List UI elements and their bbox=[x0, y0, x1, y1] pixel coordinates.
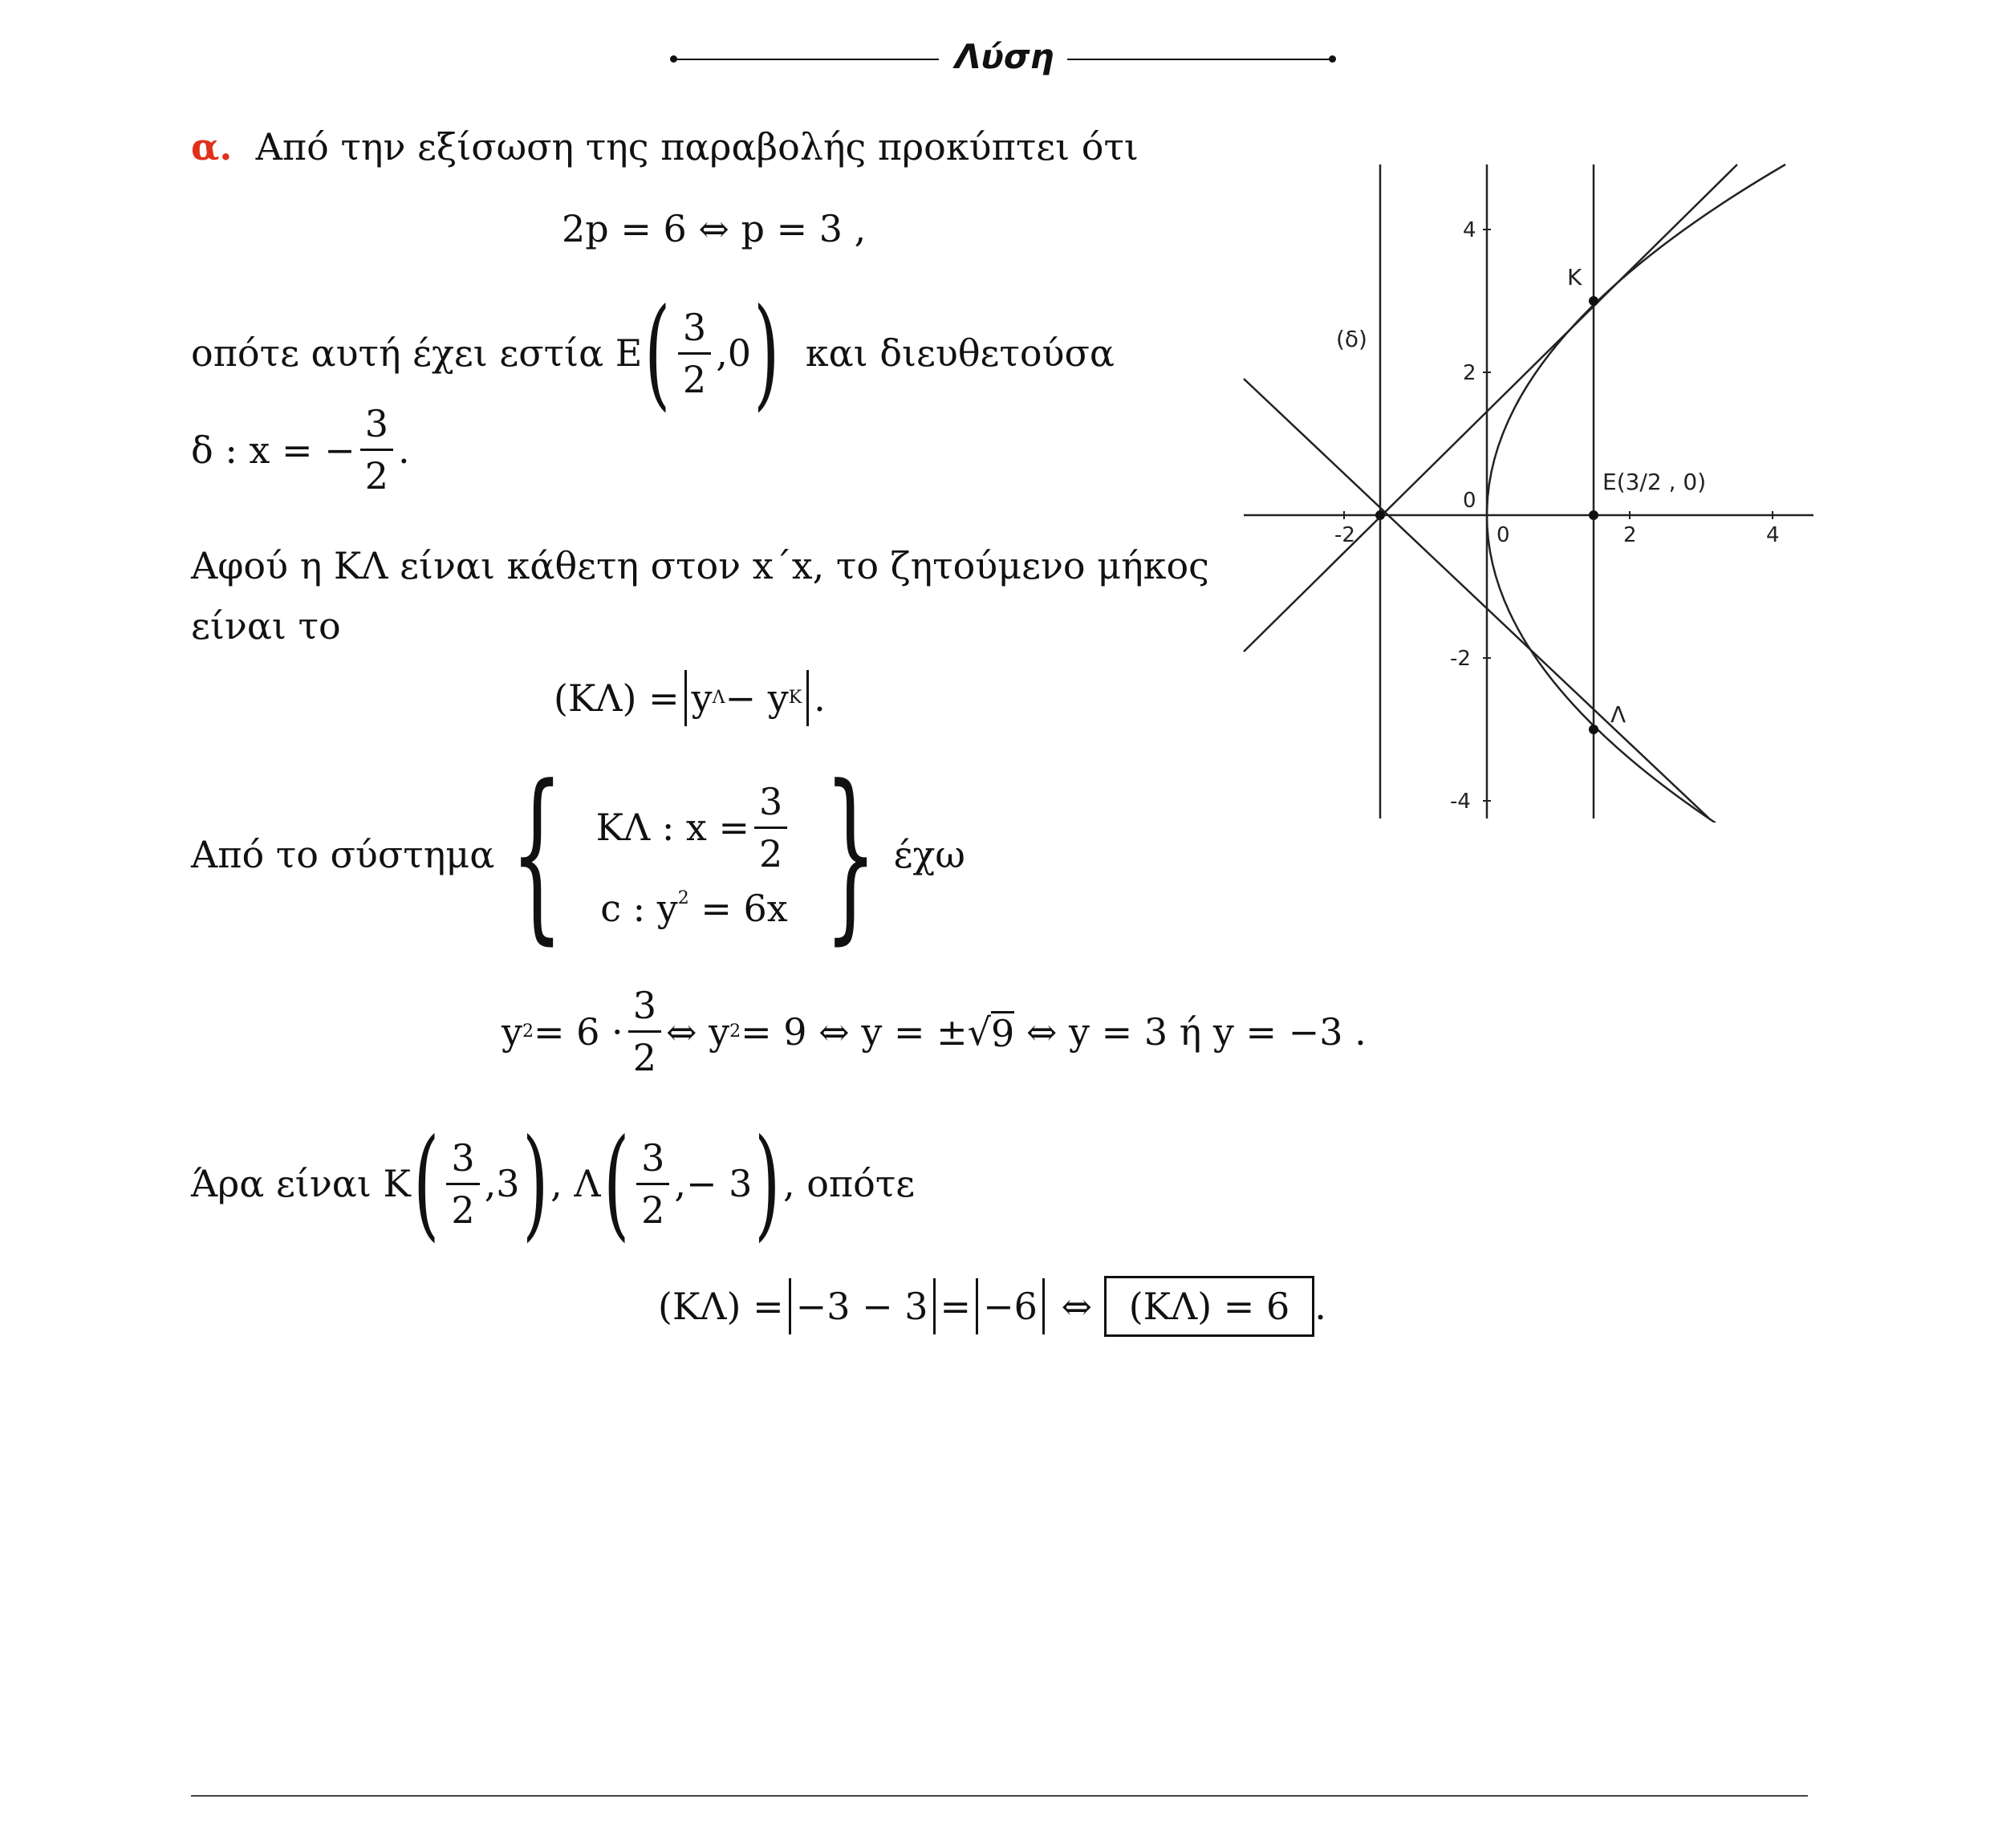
sys1-text: ΚΛ : x = bbox=[595, 806, 750, 849]
system-text: Από το σύστημα bbox=[191, 833, 495, 876]
system-eq-2 bbox=[600, 886, 788, 930]
focus-text: οπότε αυτή έχει εστία bbox=[191, 331, 604, 375]
y-tick-label: -2 bbox=[1450, 647, 1471, 671]
fraction-3-2 bbox=[678, 305, 711, 401]
fraction-3-2 bbox=[754, 779, 787, 875]
tangent-line-lower bbox=[1244, 379, 1709, 818]
focus-y: ,0 bbox=[716, 331, 752, 375]
paren-open: ( bbox=[644, 283, 671, 423]
system-equations bbox=[595, 779, 793, 930]
x-tick-label: 0 bbox=[1497, 523, 1510, 547]
directrix-eq: δ : x = − bbox=[191, 428, 355, 472]
system-eq-1 bbox=[595, 779, 793, 875]
abs-bar-left bbox=[789, 1278, 791, 1334]
equation-length bbox=[554, 670, 826, 726]
eq5-a: (ΚΛ) = bbox=[658, 1285, 784, 1328]
numerator: 3 bbox=[446, 1139, 479, 1185]
numerator: 3 bbox=[754, 783, 787, 829]
denominator: 2 bbox=[364, 454, 388, 498]
header-rule-right bbox=[1067, 59, 1332, 60]
x-tick-label: 4 bbox=[1766, 523, 1780, 547]
brace-close: } bbox=[824, 747, 878, 961]
points-text: Άρα είναι Κ bbox=[191, 1162, 411, 1205]
focus-letter: E bbox=[615, 331, 643, 375]
x-tick-label: -2 bbox=[1334, 523, 1355, 547]
sys2-b: = 6x bbox=[688, 886, 788, 930]
eq5-abs1: −3 − 3 bbox=[795, 1285, 928, 1328]
denominator: 2 bbox=[632, 1036, 656, 1079]
fraction-3-2 bbox=[636, 1135, 669, 1232]
header-rule-left bbox=[674, 59, 939, 60]
eq5-abs2: −6 bbox=[983, 1285, 1038, 1328]
part-label: α. bbox=[191, 125, 233, 169]
y-tick-label: 0 bbox=[1463, 489, 1476, 513]
system-result: έχω bbox=[893, 833, 965, 876]
eq4-e: ⇔ y = 3 ή y = −3 . bbox=[1025, 1009, 1367, 1054]
paragraph-points bbox=[191, 1114, 916, 1253]
sub-lambda: Λ bbox=[712, 688, 725, 708]
sqrt-radicand: 9 bbox=[990, 1012, 1015, 1055]
equation-final bbox=[658, 1276, 1326, 1337]
sup-2: 2 bbox=[522, 1021, 534, 1042]
line-1-text: Από την εξίσωση της παραβολής προκύπτει ότι bbox=[255, 125, 1139, 169]
label-l: Λ bbox=[1610, 701, 1627, 728]
abs-bar-left bbox=[976, 1278, 978, 1334]
footer-rule bbox=[191, 1795, 1808, 1797]
x-tick-label: 2 bbox=[1623, 523, 1637, 547]
y-lambda: y bbox=[691, 676, 713, 720]
abs-bar-right bbox=[933, 1278, 936, 1334]
period: . bbox=[1314, 1285, 1326, 1328]
period: . bbox=[398, 428, 410, 472]
denominator: 2 bbox=[641, 1188, 665, 1232]
point-k-y: ,3 bbox=[484, 1162, 520, 1205]
brace-open: { bbox=[510, 747, 564, 961]
point-l bbox=[1589, 725, 1598, 734]
y-tick-label: 4 bbox=[1463, 218, 1476, 242]
paren-open: ( bbox=[603, 1114, 629, 1253]
header-dot-right bbox=[1329, 55, 1336, 63]
abs-bar-right bbox=[806, 670, 809, 726]
fraction-3-2 bbox=[360, 402, 393, 498]
period: . bbox=[814, 676, 826, 720]
point-sep: , Λ bbox=[550, 1162, 601, 1205]
eq4-b: = 6 · bbox=[534, 1009, 623, 1054]
denominator: 2 bbox=[759, 831, 783, 875]
sub-kappa: Κ bbox=[788, 688, 802, 708]
numerator: 3 bbox=[360, 405, 393, 451]
paren-close: ) bbox=[522, 1114, 548, 1253]
paren-open: ( bbox=[413, 1114, 440, 1253]
sup-2: 2 bbox=[729, 1021, 741, 1042]
paren-close: ) bbox=[753, 283, 780, 423]
label-k: K bbox=[1567, 264, 1582, 290]
sqrt-sign: √ bbox=[967, 1009, 991, 1054]
sup-2: 2 bbox=[677, 887, 689, 908]
minus-y: − y bbox=[725, 676, 789, 720]
denominator: 2 bbox=[451, 1188, 475, 1232]
point-k bbox=[1589, 296, 1598, 306]
eq4-c: ⇔ y bbox=[665, 1009, 730, 1054]
paragraph-kl-2: είναι το bbox=[191, 604, 341, 648]
numerator: 3 bbox=[678, 309, 711, 355]
denominator: 2 bbox=[682, 357, 707, 401]
numerator: 3 bbox=[628, 987, 661, 1033]
label-e: E(3/2 , 0) bbox=[1602, 469, 1707, 495]
abs-bar-left bbox=[684, 670, 687, 726]
header-title: Λύση bbox=[955, 37, 1054, 76]
eq5-eq: = bbox=[940, 1285, 972, 1328]
directrix-text: και διευθετούσα bbox=[805, 331, 1115, 375]
equation-directrix bbox=[191, 402, 410, 498]
equation-solve-y bbox=[502, 984, 1367, 1079]
fraction-3-2 bbox=[446, 1135, 479, 1232]
eq4-d: = 9 ⇔ y = ± bbox=[741, 1009, 968, 1054]
point-l-y: ,− 3 bbox=[674, 1162, 753, 1205]
numerator: 3 bbox=[636, 1139, 669, 1185]
label-delta: (δ) bbox=[1336, 326, 1367, 352]
parabola-figure bbox=[1240, 160, 1817, 822]
eq4-y: y bbox=[502, 1009, 522, 1054]
y-tick-label: -4 bbox=[1450, 790, 1471, 814]
header-dot-left bbox=[670, 55, 677, 63]
fraction-3-2 bbox=[628, 984, 661, 1079]
eq5-iff: ⇔ bbox=[1061, 1285, 1093, 1328]
answer-box: (ΚΛ) = 6 bbox=[1104, 1276, 1315, 1337]
abs-bar-right bbox=[1042, 1278, 1045, 1334]
paragraph-system bbox=[191, 747, 965, 961]
point-e bbox=[1589, 510, 1598, 520]
paragraph-kl: Αφού η ΚΛ είναι κάθετη στον x΄x, το ζητούμενο μήκος bbox=[191, 544, 1209, 587]
point-origin-focus bbox=[1375, 510, 1385, 520]
sys2-a: c : y bbox=[600, 886, 678, 930]
paragraph-focus bbox=[191, 283, 1115, 423]
y-tick-label: 2 bbox=[1463, 361, 1476, 385]
kl-text: (ΚΛ) = bbox=[554, 676, 680, 720]
points-end: , οπότε bbox=[782, 1162, 916, 1205]
tangent-line-upper bbox=[1244, 164, 1737, 652]
paragraph-1 bbox=[191, 125, 1139, 169]
equation-p: 2p = 6 ⇔ p = 3 , bbox=[562, 207, 867, 250]
paren-close: ) bbox=[754, 1114, 781, 1253]
